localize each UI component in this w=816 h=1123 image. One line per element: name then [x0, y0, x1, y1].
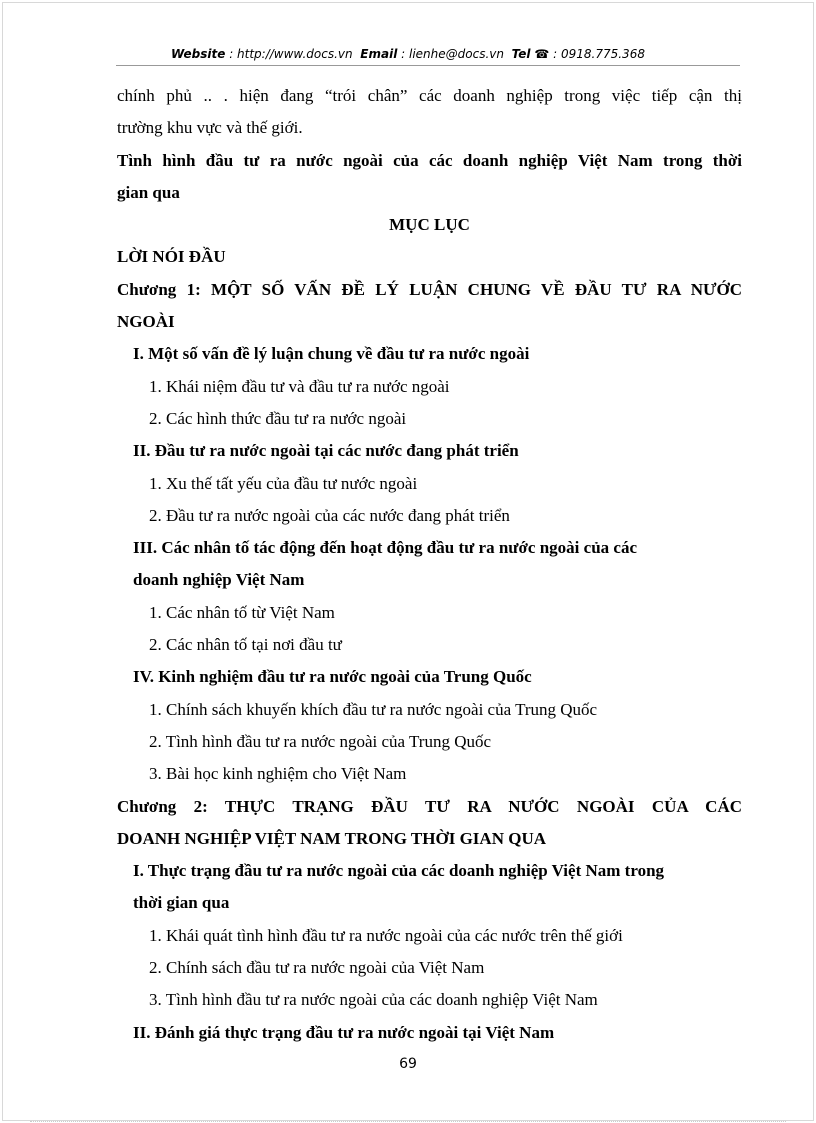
toc-section: II. Đánh giá thực trạng đầu tư ra nước ngoài tại Việt Nam — [133, 1022, 555, 1042]
toc-chapter-2-line-1: Chương 2: THỰC TRẠNG ĐẦU TƯ RA NƯỚC NGOÀI CỦA CÁC — [117, 796, 742, 816]
toc-title: MỤC LỤC — [389, 215, 470, 235]
toc-section: II. Đầu tư ra nước ngoài tại các nước đang phát triển — [133, 441, 519, 461]
toc-item: 2. Các hình thức đầu tư ra nước ngoài — [149, 408, 407, 428]
toc-item: 1. Chính sách khuyến khích đầu tư ra nước ngoài của Trung Quốc — [149, 699, 598, 719]
footer-rule — [30, 1121, 786, 1122]
toc-chapter-1-line-2: NGOÀI — [117, 312, 175, 332]
page-number: 69 — [399, 1056, 417, 1072]
header-rule — [116, 65, 740, 66]
section-heading-line-2: gian qua — [117, 182, 180, 202]
document-body — [117, 80, 742, 1049]
toc-item: 2. Các nhân tố tại nơi đầu tư — [149, 635, 342, 655]
section-heading-line-1: Tình hình đầu tư ra nước ngoài của các doanh nghiệp Việt Nam trong thời — [117, 150, 742, 170]
toc-section: III. Các nhân tố tác động đến hoạt động đầu tư ra nước ngoài của các — [133, 538, 637, 558]
toc-preface: LỜI NÓI ĐẦU — [117, 247, 226, 267]
page-header — [0, 47, 816, 61]
toc-item: 1. Khái quát tình hình đầu tư ra nước ngoài của các nước trên thế giới — [149, 925, 623, 945]
tel-label: Tel — [511, 47, 531, 61]
toc-item: 3. Bài học kinh nghiệm cho Việt Nam — [149, 764, 407, 784]
toc-item: 3. Tình hình đầu tư ra nước ngoài của các doanh nghiệp Việt Nam — [149, 990, 598, 1010]
phone-icon: ☎ — [534, 47, 550, 61]
email-value: : lienhe@docs.vn — [401, 47, 504, 61]
website-label: Website — [171, 47, 226, 61]
toc-item: 1. Khái niệm đầu tư và đầu tư ra nước ngoài — [149, 376, 450, 396]
intro-line-1: chính phủ .. . hiện đang “trói chân” các doanh nghiệp trong việc tiếp cận thị — [117, 86, 742, 105]
intro-line-2: trường khu vực và thế giới. — [117, 118, 303, 138]
toc-item: 2. Tình hình đầu tư ra nước ngoài của Trung Quốc — [149, 731, 492, 751]
email-label: Email — [360, 47, 398, 61]
toc-item: 2. Đầu tư ra nước ngoài của các nước đang phát triển — [149, 505, 510, 525]
tel-value: : 0918.775.368 — [553, 47, 645, 61]
website-value: : http://www.docs.vn — [229, 47, 353, 61]
toc-item: 2. Chính sách đầu tư ra nước ngoài của Việt Nam — [149, 958, 485, 978]
toc-item: 1. Các nhân tố từ Việt Nam — [149, 602, 335, 622]
toc-section: IV. Kinh nghiệm đầu tư ra nước ngoài của Trung Quốc — [133, 667, 532, 687]
toc-section: I. Một số vấn đề lý luận chung về đầu tư ra nước ngoài — [133, 344, 530, 364]
toc-chapter-2-line-2: DOANH NGHIỆP VIỆT NAM TRONG THỜI GIAN QUA — [117, 828, 547, 848]
toc-section: I. Thực trạng đầu tư ra nước ngoài của các doanh nghiệp Việt Nam trong — [133, 861, 665, 881]
toc-chapter-1-line-1: Chương 1: MỘT SỐ VẤN ĐỀ LÝ LUẬN CHUNG VỀ ĐẦU TƯ RA NƯỚC — [117, 279, 742, 299]
toc-item: 1. Xu thế tất yếu của đầu tư nước ngoài — [149, 473, 418, 493]
toc-section-continued: doanh nghiệp Việt Nam — [133, 570, 305, 590]
toc-section-continued: thời gian qua — [133, 893, 230, 913]
